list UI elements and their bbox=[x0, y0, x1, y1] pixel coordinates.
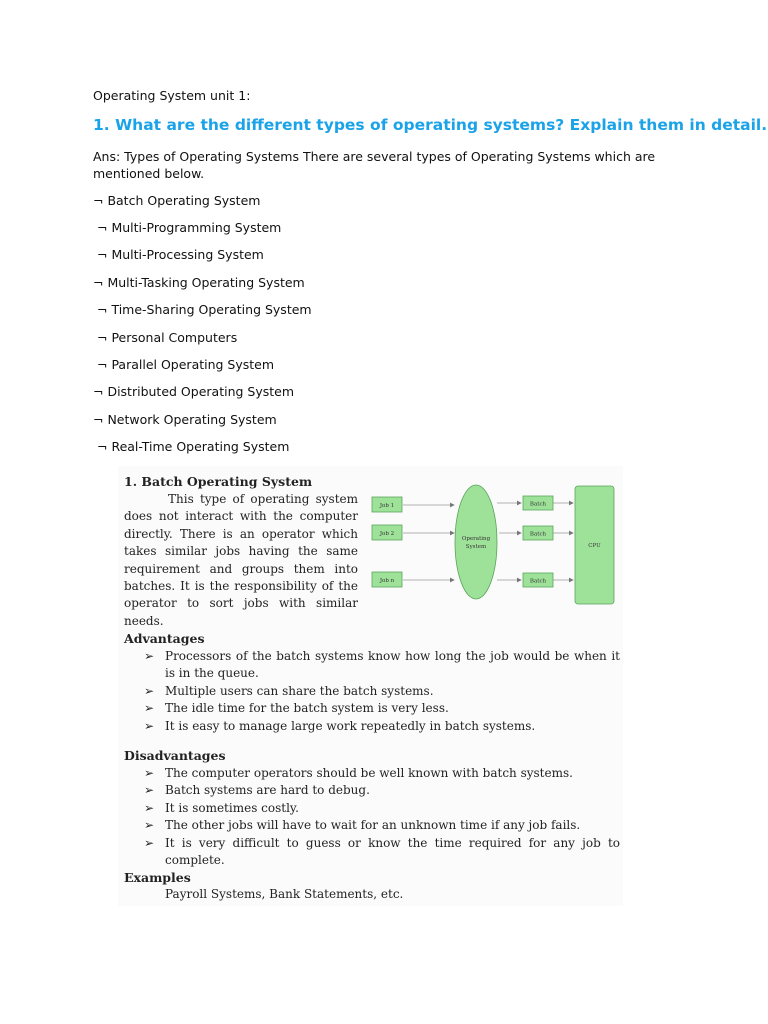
arrow-bullet-icon: ➢ bbox=[144, 836, 155, 850]
advantage-item: ➢ The idle time for the batch system is very less. bbox=[144, 700, 620, 717]
advantages-title: Advantages bbox=[124, 631, 205, 646]
disadvantage-item: ➢ It is sometimes costly. bbox=[144, 800, 620, 817]
section-title: 1. Batch Operating System bbox=[124, 474, 313, 489]
examples-text: Payroll Systems, Bank Statements, etc. bbox=[165, 887, 404, 901]
arrow-bullet-icon: ➢ bbox=[144, 783, 155, 797]
batch-os-diagram bbox=[366, 480, 621, 620]
list-item: ¬ Real-Time Operating System bbox=[97, 439, 290, 454]
examples-title: Examples bbox=[124, 870, 191, 885]
scanned-textbook-excerpt bbox=[118, 466, 623, 906]
arrow-bullet-icon: ➢ bbox=[144, 701, 155, 715]
intro-paragraph: This type of operating system does not interact with the computer directly. There is an operator which takes similar jobs having the same requirement and groups them into batches. It is the responsibility of the operator to sort jobs with similar needs. bbox=[124, 492, 358, 628]
batch-label: Batch bbox=[529, 501, 547, 508]
disadvantage-item: ➢ Batch systems are hard to debug. bbox=[144, 782, 620, 799]
job-label: Job 2 bbox=[379, 531, 395, 537]
list-item: ¬ Multi-Programming System bbox=[97, 220, 282, 235]
disadvantage-item: ➢ The computer operators should be well known with batch systems. bbox=[144, 765, 620, 782]
arrow-bullet-icon: ➢ bbox=[144, 818, 155, 832]
arrow-bullet-icon: ➢ bbox=[144, 801, 155, 815]
disadvantage-item: ➢ The other jobs will have to wait for an unknown time if any job fails. bbox=[144, 817, 620, 834]
advantage-item: ➢ It is easy to manage large work repeatedly in batch systems. bbox=[144, 718, 620, 735]
batch-label: Batch bbox=[529, 531, 547, 538]
list-item: ¬ Batch Operating System bbox=[93, 193, 261, 208]
arrow-bullet-icon: ➢ bbox=[144, 649, 155, 663]
operating-system-ellipse bbox=[455, 485, 497, 599]
list-item: ¬ Personal Computers bbox=[97, 330, 238, 345]
list-item: ¬ Multi-Processing System bbox=[97, 247, 264, 262]
answer-paragraph: Ans: Types of Operating Systems There are several types of Operating Systems which are mentioned below. bbox=[93, 149, 656, 181]
arrow-bullet-icon: ➢ bbox=[144, 766, 155, 780]
list-item: ¬ Parallel Operating System bbox=[97, 357, 275, 372]
os-label: Operating bbox=[461, 536, 491, 542]
disadvantage-item: ➢ It is very difficult to guess or know the time required for any job to complete. bbox=[144, 836, 620, 868]
list-item: ¬ Multi-Tasking Operating System bbox=[93, 275, 305, 290]
disadvantages-title: Disadvantages bbox=[124, 748, 226, 763]
batch-label: Batch bbox=[529, 578, 547, 585]
job-label: Job 1 bbox=[379, 503, 395, 509]
arrow-bullet-icon: ➢ bbox=[144, 684, 155, 698]
advantage-item: ➢ Processors of the batch systems know how long the job would be when it is in the queue. bbox=[144, 649, 620, 681]
list-item: ¬ Time-Sharing Operating System bbox=[97, 302, 312, 317]
advantage-item: ➢ Multiple users can share the batch systems. bbox=[144, 683, 620, 700]
arrow-bullet-icon: ➢ bbox=[144, 719, 155, 733]
question-heading: 1. What are the different types of operating systems? Explain them in detail. bbox=[93, 116, 768, 134]
cpu-label: CPU bbox=[588, 543, 601, 549]
job-label: Job n bbox=[379, 578, 395, 584]
list-item: ¬ Distributed Operating System bbox=[93, 384, 295, 399]
unit-title: Operating System unit 1: bbox=[93, 88, 251, 103]
list-item: ¬ Network Operating System bbox=[93, 412, 277, 427]
os-label: System bbox=[465, 544, 487, 550]
